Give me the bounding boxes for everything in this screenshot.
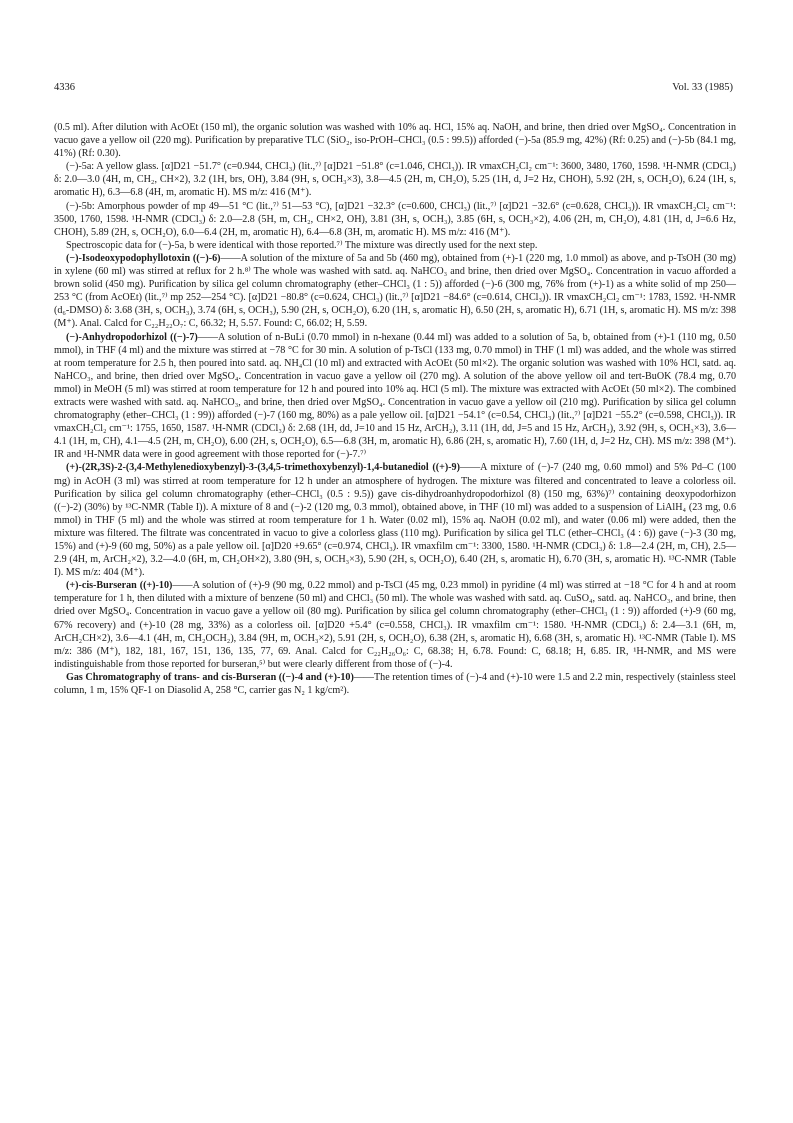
section-title: (−)-Anhydropodorhizol ((−)-7) xyxy=(66,331,198,343)
paragraph-cis-burseran xyxy=(54,579,736,671)
paragraph-text: (0.5 ml). After dilution with AcOEt (150 ml), the organic solution was washed with 10% aq. HCl, 15% aq. NaOH, and brine, then dried over MgSO₄. Concentration in vacuo gave a yellow oil (220 mg). Purification by preparative TLC (SiO₂, iso-PrOH–CHCl₃ (0.5 : 99.5)) afforded (−)-5a (85.9 mg, 42%) (Rf: 0.25) and (−)-5b (84.1 mg, 41%) (Rf: 0.30). xyxy=(54,122,736,160)
volume-info: Vol. 33 (1985) xyxy=(672,82,733,93)
paragraph-butanediol xyxy=(54,461,736,579)
section-title: (+)-(2R,3S)-2-(3,4-Methylenedioxybenzyl)-3-(3,4,5-trimethoxybenzyl)-1,4-butanediol ((+)-9) xyxy=(66,462,460,474)
section-title: (+)-cis-Burseran ((+)-10) xyxy=(66,580,173,592)
paragraph-spectroscopic xyxy=(54,239,736,252)
paragraph-isodeoxypodophyllotoxin xyxy=(54,252,736,331)
paragraph-5b xyxy=(54,200,736,239)
paragraph-text: ——A solution of n-BuLi (0.70 mmol) in n-hexane (0.44 ml) was added to a solution of 5a, b, obtained from (+)-1 (110 mg, 0.50 mmol), in THF (4 ml) and the mixture was stirred at −78 °C for 30 min. A solution of p-TsCl (133 mg, 0.70 mmol) in THF (1 ml) was added, and the whole was stirred at room temperature for 2.5 h, then poured into satd. aq. NH₄Cl (10 ml) and extracted with AcOEt (50 ml×2). The organic solution was washed with 10% HCl, satd. aq. NaHCO₃, and brine, then dried over MgSO₄. Concentration in vacuo gave a yellow oil (270 mg). A solution of the above yellow oil and tert-BuOK (78.4 mg, 0.70 mmol) in MeOH (5 ml) was stirred at room temperature for 12 h and poured into 10% aq. HCl (5 ml). The mixture was extracted with AcOEt (50 ml×2). The combined extracts were washed with satd. aq. NaHCO₃, and brine, then dried over MgSO₄. Concentration in vacuo gave a yellow oil (210 mg). Purification by silica gel column chromatography (ether–CHCl₃ (1 : 99)) afforded (−)-7 (160 mg, 80%) as a pale yellow oil. [α]D21 −54.1° (c=0.54, CHCl₃) (lit.,⁷⁾ [α]D21 −55.2° (c=0.598, CHCl₃)). IR νmaxCH₂Cl₂ cm⁻¹: 1755, 1650, 1587. ¹H-NMR (CDCl₃) δ: 2.68 (1H, dd, J=10 and 15 Hz, ArCH₂), 3.11 (1H, dd, J=5 and 15 Hz, ArCH₂), 3.92 (9H, s, OCH₃×3), 3.6—4.1 (1H, m, CH), 4.1—4.5 (2H, m, CH₂O), 6.00 (2H, s, OCH₂O), 6.5—6.8 (3H, m, aromatic H), 6.86 (2H, s, aromatic H), 7.60 (1H, d, J=2 Hz, CH). MS m/z: 398 (M⁺). IR and ¹H-NMR data were in good agreement with those reported for (−)-7.⁷⁾ xyxy=(54,331,736,461)
page-number: 4336 xyxy=(54,82,75,93)
paragraph-continuation xyxy=(54,121,736,160)
paragraph-text: ——A mixture of (−)-7 (240 mg, 0.60 mmol) and 5% Pd–C (100 mg) in AcOH (3 ml) was stirred at room temperature for 12 h under an atmosphere of hydrogen. The mixture was filtered and concentrated to leave a colorless oil. Purification by silica gel column chromatography (ether–CHCl₃ (0.5 : 9.5)) gave cis-dihydroanhydropodorhizol (8) (150 mg, 63%)⁷⁾ containing deoxypodorhizon ((−)-2) (30%) by ¹³C-NMR (Table I)). A mixture of 8 and (−)-2 (120 mg, 0.3 mmol), obtained above, in THF (10 ml) was added to a suspension of LiAlH₄ (23 mg, 0.6 mmol) in THF (5 ml) and the whole was stirred at room temperature for 1 h. Water (0.02 ml), 15% aq. NaOH (0.02 ml), and water (0.06 ml) were added, then the mixture was filtered. The filtrate was concentrated in vacuo to give a colorless glass (110 mg). Purification by silica gel TLC (ether–CHCl₃ (4 : 6)) gave (−)-3 (30 mg, 15%) and (+)-9 (60 mg, 50%) as a pale yellow oil. [α]D20 +9.65° (c=0.974, CHCl₃). IR νmaxfilm cm⁻¹: 3300, 1580. ¹H-NMR (CDCl₃) δ: 1.8—2.4 (2H, m, CH), 2.5—2.9 (4H, m, ArCH₂×2), 3.2—4.0 (6H, m, CH₂OH×2), 3.80 (9H, s, OCH₃×3), 5.90 (2H, s, OCH₂O), 6.40 (2H, s, aromatic H), 6.70 (3H, s, aromatic H). ¹³C-NMR (Table I). MS m/z: 404 (M⁺). xyxy=(54,462,737,579)
paragraph-text: (−)-5b: Amorphous powder of mp 49—51 °C (lit.,⁷⁾ 51—53 °C), [α]D21 −32.3° (c=0.600, CHCl₃) (lit.,⁷⁾ [α]D21 −32.6° (c=0.628, CHCl₃)). IR νmaxCH₂Cl₂ cm⁻¹: 3500, 1760, 1598. ¹H-NMR (CDCl₃) δ: 2.0—2.8 (5H, m, CH₂, CH×2, OH), 3.81 (3H, s, OCH₃), 3.85 (6H, s, OCH₃×2), 4.06 (2H, m, CH₂O), 4.81 (1H, d, J=6.6 Hz, CHOH), 5.89 (2H, s, OCH₂O), 6.0—6.4 (2H, m, aromatic H), 6.4—6.8 (3H, m, aromatic H). MS m/z: 416 (M⁺). xyxy=(54,200,736,238)
paragraph-5a xyxy=(54,160,736,199)
article-body xyxy=(54,121,736,697)
paragraph-text: ——A solution of the mixture of 5a and 5b (460 mg), obtained from (+)-1 (220 mg, 1.0 mmol) as above, and p-TsOH (30 mg) in xylene (60 ml) was stirred at reflux for 2 h.⁸⁾ The whole was washed with satd. aq. NaHCO₃ and brine, then dried over MgSO₄. Concentration in vacuo afforded a brown solid (450 mg). Purification by silica gel column chromatography (ether–CHCl₃ (1 : 5)) afforded (−)-6 (300 mg, 76% from (+)-1) as a white solid of mp 250—253 °C (from AcOEt) (lit.,⁷⁾ mp 252—254 °C). [α]D21 −80.8° (c=0.624, CHCl₃) (lit.,⁷⁾ [α]D21 −84.6° (c=0.614, CHCl₃)). IR νmaxCH₂Cl₂ cm⁻¹: 1783, 1592. ¹H-NMR (d₆-DMSO) δ: 3.68 (3H, s, OCH₃), 3.74 (6H, s, OCH₃), 5.90 (2H, s, OCH₂O), 6.20 (1H, s, aromatic H), 6.50 (2H, s, aromatic H), 6.71 (1H, s, aromatic H). MS m/z: 398 (M⁺). Anal. Calcd for C₂₂H₂₂O₇: C, 66.32; H, 5.57. Found: C, 66.02; H, 5.59. xyxy=(54,252,736,330)
paragraph-text: Spectroscopic data for (−)-5a, b were identical with those reported.⁷⁾ The mixture was directly used for the next step. xyxy=(66,239,538,251)
running-header xyxy=(54,82,733,96)
paragraph-anhydropodorhizol xyxy=(54,331,736,462)
paragraph-text: (−)-5a: A yellow glass. [α]D21 −51.7° (c=0.944, CHCl₃) (lit.,⁷⁾ [α]D21 −51.8° (c=1.046, CHCl₃)). IR νmaxCH₂Cl₂ cm⁻¹: 3600, 3480, 1760, 1598. ¹H-NMR (CDCl₃) δ: 2.0—3.0 (4H, m, CH₂, CH×2), 3.2 (1H, brs, OH), 3.84 (9H, s, OCH₃×3), 3.8—4.5 (2H, m, CH₂O), 5.25 (1H, d, J=2 Hz, CHOH), 5.92 (2H, s, OCH₂O), 6.24 (1H, s, aromatic H), 6.3—6.8 (4H, m, aromatic H). MS m/z: 416 (M⁺). xyxy=(54,161,736,199)
section-title: (−)-Isodeoxypodophyllotoxin ((−)-6) xyxy=(66,252,221,264)
paragraph-text: ——A solution of (+)-9 (90 mg, 0.22 mmol) and p-TsCl (45 mg, 0.23 mmol) in pyridine (4 ml) was stirred at −18 °C for 4 h and at room temperature for 1 h, then diluted with a mixture of benzene (50 ml) and CHCl₃ (50 ml). The whole was washed with satd. aq. CuSO₄, satd. aq. NaHCO₃, and brine, then dried over MgSO₄. Concentration in vacuo gave a yellow oil (80 mg). Purification by silica gel column chromatography (ether–CHCl₃ (1 : 9)) afforded (+)-9 (60 mg, 67% recovery) and (+)-10 (28 mg, 33%) as a colorless oil. [α]D20 +5.4° (c=0.558, CHCl₃). IR νmaxfilm cm⁻¹: 1580. ¹H-NMR (CDCl₃) δ: 2.4—3.1 (6H, m, ArCH₂CH×2), 3.6—4.1 (4H, m, CH₂OCH₂), 3.84 (9H, m, OCH₃×2), 5.91 (2H, s, OCH₂O), 6.38 (2H, s, aromatic H), 6.68 (3H, s, aromatic H). ¹³C-NMR (Table I). MS m/z: 386 (M⁺), 182, 181, 167, 151, 136, 135, 77, 69. Anal. Calcd for C₂₂H₂₆O₆: C, 68.38; H, 6.78. Found: C, 68.18; H, 6.85. IR, ¹H-NMR, and MS were indistinguishable from those reported for burseran,⁵⁾ but were clearly different from those of (−)-4. xyxy=(54,580,737,670)
paragraph-text: ——The retention times of (−)-4 and (+)-10 were 1.5 and 2.2 min, respectively (stainless steel column, 1 m, 15% QF-1 on Diasolid A, 258 °C, carrier gas N₂ 1 kg/cm²). xyxy=(54,671,736,697)
paragraph-gas-chromatography xyxy=(54,671,736,697)
section-title: Gas Chromatography of trans- and cis-Burseran ((−)-4 and (+)-10) xyxy=(66,671,354,683)
